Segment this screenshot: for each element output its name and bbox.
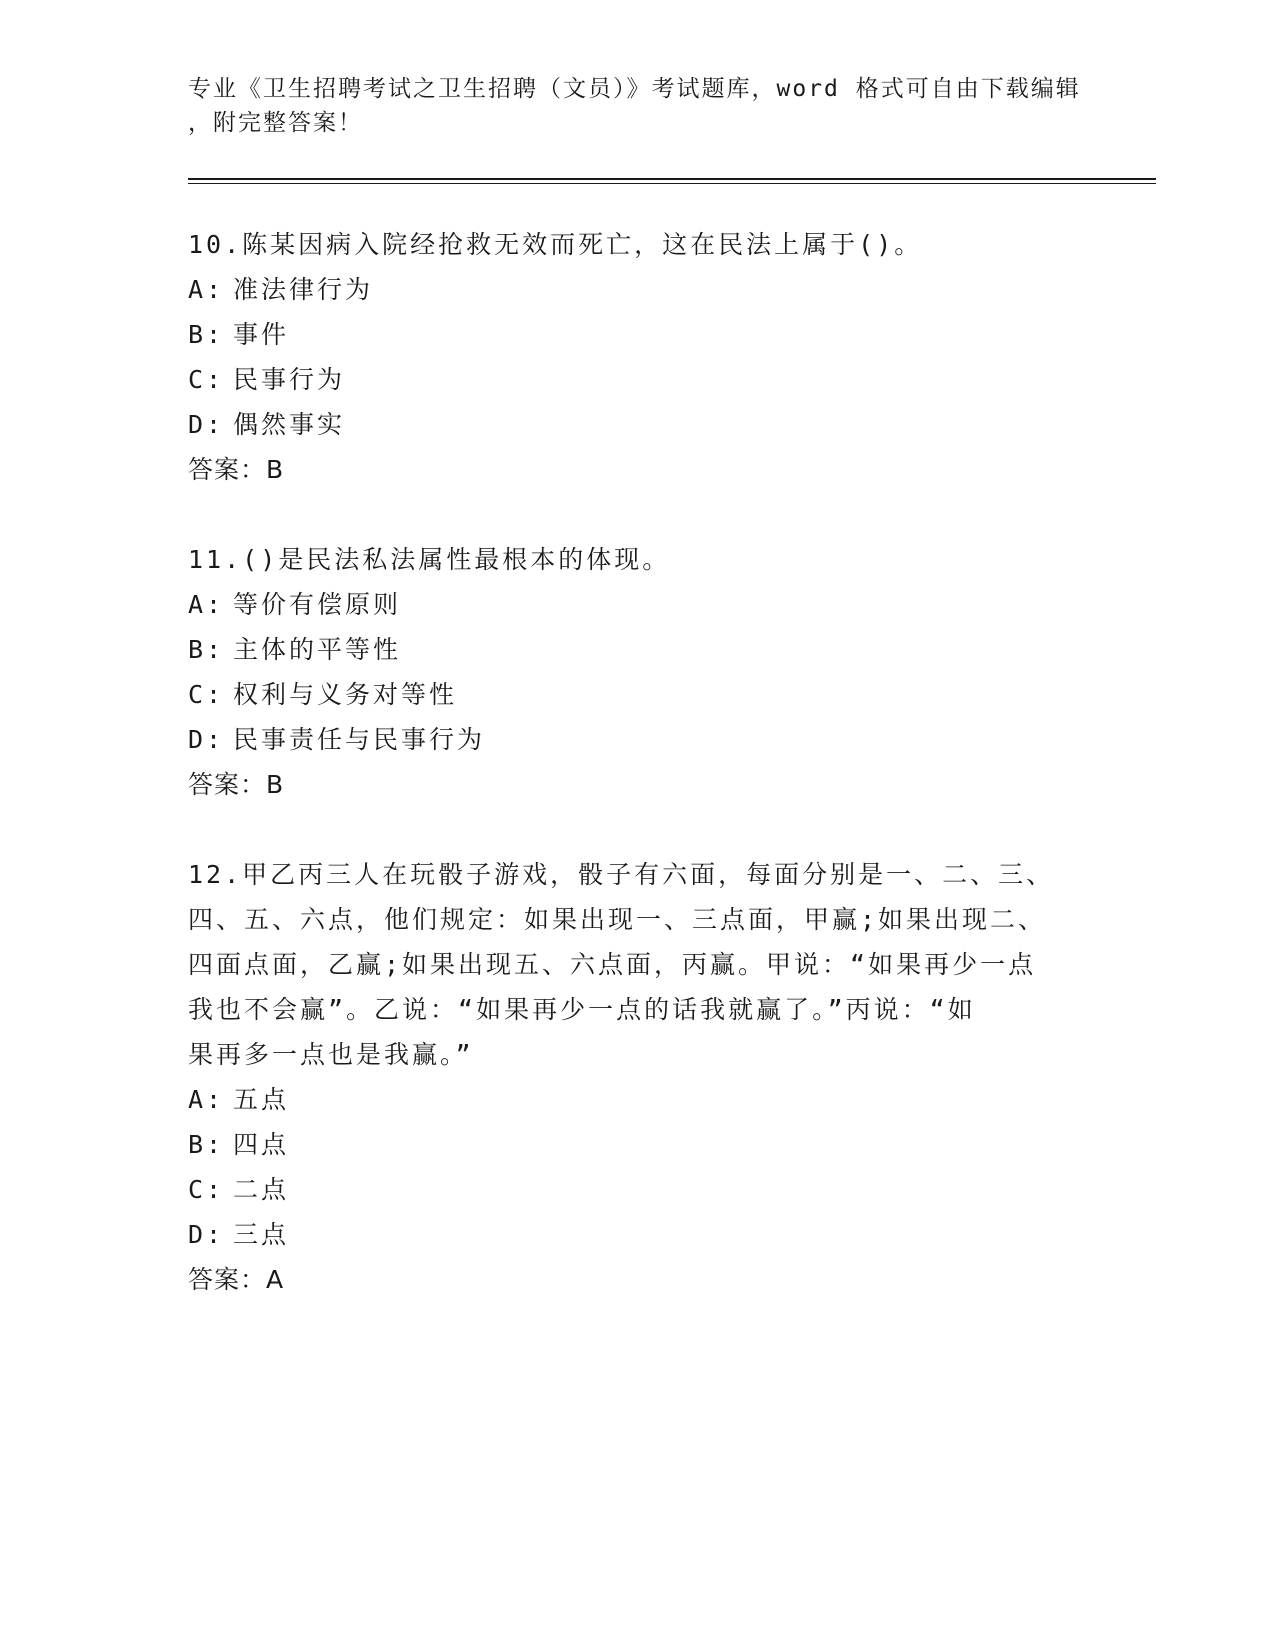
option-text: 事件	[233, 320, 290, 349]
option-letter: D:	[188, 1220, 225, 1249]
option-letter: B:	[188, 1130, 225, 1159]
question-12	[188, 852, 1088, 1302]
option-letter: D:	[188, 725, 225, 754]
option-c	[188, 672, 1088, 717]
option-text: 二点	[233, 1175, 290, 1204]
option-b	[188, 1122, 1088, 1167]
option-b	[188, 627, 1088, 672]
option-text: 三点	[233, 1220, 290, 1249]
question-11	[188, 537, 1088, 807]
question-stem-line: 12.甲乙丙三人在玩骰子游戏，骰子有六面，每面分别是一、二、三、	[188, 860, 1055, 889]
question-stem	[188, 222, 1088, 267]
option-letter: C:	[188, 365, 225, 394]
option-b	[188, 312, 1088, 357]
header-line-2: ，附完整答案！	[188, 110, 363, 136]
option-text: 五点	[233, 1085, 290, 1114]
option-text: 权利与义务对等性	[233, 680, 458, 709]
question-stem-line: 10.陈某因病入院经抢救无效而死亡，这在民法上属于()。	[188, 230, 923, 259]
option-letter: A:	[188, 590, 225, 619]
question-10	[188, 222, 1088, 492]
option-c	[188, 1167, 1088, 1212]
answer-line: 答案：B	[188, 770, 285, 799]
option-text: 等价有偿原则	[233, 590, 402, 619]
header-line-1: 专业《卫生招聘考试之卫生招聘（文员）》考试题库，word 格式可自由下载编辑	[188, 76, 1081, 102]
option-a	[188, 582, 1088, 627]
question-stem-line: 四、五、六点，他们规定：如果出现一、三点面，甲赢;如果出现二、	[188, 905, 1047, 934]
option-c	[188, 357, 1088, 402]
header-divider-thin	[188, 183, 1156, 184]
option-d	[188, 1212, 1088, 1257]
option-a	[188, 1077, 1088, 1122]
option-text: 准法律行为	[233, 275, 374, 304]
option-a	[188, 267, 1088, 312]
option-letter: B:	[188, 635, 225, 664]
option-letter: A:	[188, 275, 225, 304]
answer-line: 答案：B	[188, 455, 285, 484]
question-stem	[188, 852, 1088, 1077]
option-text: 偶然事实	[233, 410, 346, 439]
header-divider-thick	[188, 178, 1156, 180]
document-header	[188, 72, 1088, 140]
option-text: 民事责任与民事行为	[233, 725, 486, 754]
option-text: 民事行为	[233, 365, 346, 394]
option-text: 四点	[233, 1130, 290, 1159]
option-d	[188, 402, 1088, 447]
option-d	[188, 717, 1088, 762]
option-letter: C:	[188, 1175, 225, 1204]
option-letter: D:	[188, 410, 225, 439]
option-letter: B:	[188, 320, 225, 349]
question-stem	[188, 537, 1088, 582]
option-letter: A:	[188, 1085, 225, 1114]
question-stem-line: 11.()是民法私法属性最根本的体现。	[188, 545, 671, 574]
option-text: 主体的平等性	[233, 635, 402, 664]
question-stem-line: 果再多一点也是我赢。”	[188, 1040, 474, 1069]
option-letter: C:	[188, 680, 225, 709]
question-stem-line: 四面点面，乙赢;如果出现五、六点面，丙赢。甲说：“如果再少一点	[188, 950, 1037, 979]
answer-line: 答案：A	[188, 1265, 285, 1294]
question-stem-line: 我也不会赢”。乙说：“如果再少一点的话我就赢了。”丙说：“如	[188, 995, 976, 1024]
